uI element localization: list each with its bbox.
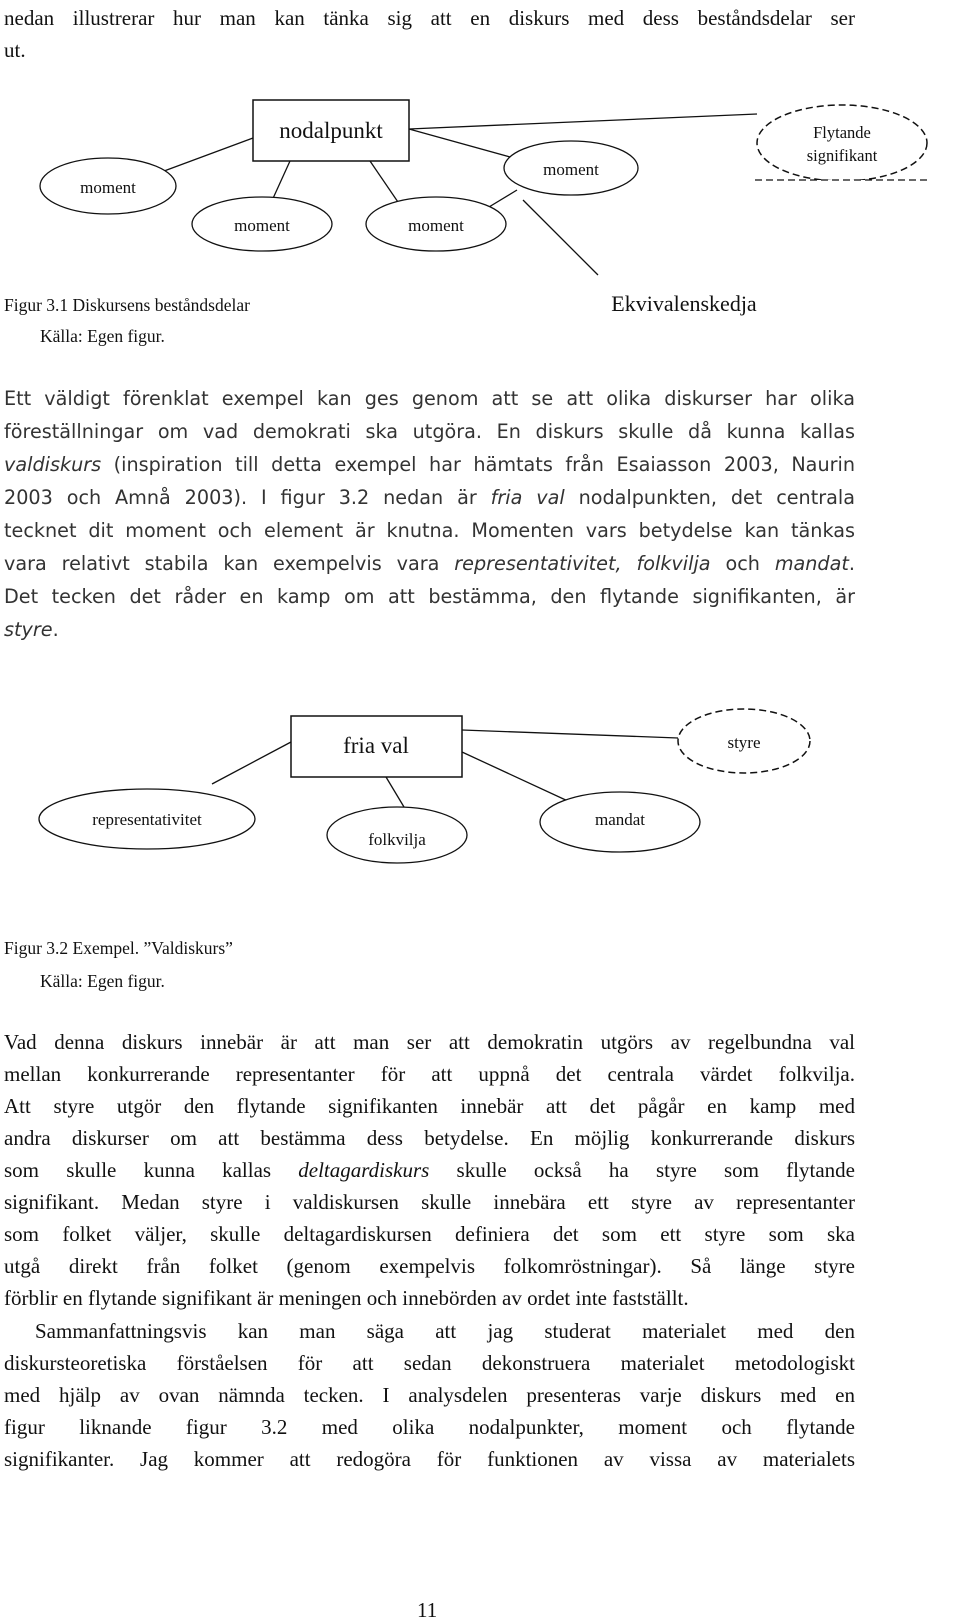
connector-line bbox=[409, 114, 757, 129]
moment-label: folkvilja bbox=[368, 830, 426, 849]
paragraph-line: Vad denna diskurs innebär är att man ser att demokratin utgörs av regelbundna val bbox=[4, 1030, 855, 1054]
moment-label: representativitet bbox=[92, 810, 202, 829]
figure-3-2-source: Källa: Egen figur. bbox=[40, 971, 165, 991]
moment-label: moment bbox=[408, 216, 464, 235]
paragraph-line: Ett väldigt förenklat exempel kan ges genom att se att olika diskurser har olika bbox=[4, 387, 855, 410]
paragraph-line: 2003 och Amnå 2003). I figur 3.2 nedan är fria val nodalpunkten, det centrala bbox=[4, 486, 855, 509]
floating-signifier-label: signifikant bbox=[806, 146, 878, 165]
figure-3-2-diagram bbox=[0, 700, 960, 870]
connector-line bbox=[523, 200, 598, 275]
paragraph-line: Att styre utgör den flytande signifikanten innebär att det pågår en kamp med bbox=[4, 1094, 855, 1118]
moment-label: moment bbox=[80, 178, 136, 197]
floating-signifier-label: Flytande bbox=[813, 123, 871, 142]
paragraph-line: med hjälp av ovan nämnda tecken. I analysdelen presenteras varje diskurs med en bbox=[4, 1383, 855, 1407]
paragraph-line: andra diskurser om att bestämma dess betydelse. En möjlig konkurrerande diskurs bbox=[4, 1126, 855, 1150]
figure-3-2-caption: Figur 3.2 Exempel. ”Valdiskurs” bbox=[4, 938, 233, 958]
paragraph-line: signifikant. Medan styre i valdiskursen skulle innebära ett styre av representanter bbox=[4, 1190, 855, 1214]
paragraph-line: Det tecken det råder en kamp om att bestämma, den flytande signifikanten, är bbox=[4, 585, 855, 608]
page-number: 11 bbox=[417, 1598, 438, 1622]
intro-line-1: nedan illustrerar hur man kan tänka sig att en diskurs med dess beståndsdelar ser bbox=[4, 6, 855, 30]
paragraph-line: diskursteoretiska förståelsen för att sedan dekonstruera materialet metodologiskt bbox=[4, 1351, 855, 1375]
connector-line bbox=[409, 129, 510, 157]
paragraph-line: tecknet dit moment och element är knutna. Momenten vars betydelse kan tänkas bbox=[4, 519, 855, 542]
floating-signifier-label: styre bbox=[727, 733, 761, 752]
intro-line-2: ut. bbox=[4, 38, 26, 62]
figure-3-1-source: Källa: Egen figur. bbox=[40, 326, 165, 346]
nodal-point-label: nodalpunkt bbox=[279, 118, 383, 143]
connector-line bbox=[462, 752, 570, 802]
paragraph-line: förblir en flytande signifikant är meningen och innebörden av ordet inte fastställt. bbox=[4, 1286, 689, 1310]
paragraph-line: signifikanter. Jag kommer att redogöra för funktionen av vissa av materialets bbox=[4, 1447, 855, 1471]
paragraph-line: Sammanfattningsvis kan man säga att jag studerat materialet med den bbox=[35, 1319, 855, 1343]
paragraph-line: figur liknande figur 3.2 med olika nodalpunkter, moment och flytande bbox=[4, 1415, 855, 1439]
paragraph-line: valdiskurs (inspiration till detta exempel har hämtats från Esaiasson 2003, Naurin bbox=[4, 453, 855, 476]
equivalence-chain-label: Ekvivalenskedja bbox=[611, 291, 757, 316]
paragraph-line: föreställningar om vad demokrati ska utgöra. En diskurs skulle då kunna kallas bbox=[4, 420, 855, 443]
connector-line bbox=[462, 730, 678, 738]
paragraph-line: mellan konkurrerande representanter för att uppnå det centrala värdet folkvilja. bbox=[4, 1062, 855, 1086]
connector-line bbox=[370, 161, 400, 205]
paragraph-line: vara relativt stabila kan exempelvis vara representativitet, folkvilja och mandat. bbox=[4, 552, 855, 575]
figure-3-1-caption: Figur 3.1 Diskursens beståndsdelar bbox=[4, 295, 250, 315]
moment-label: moment bbox=[543, 160, 599, 179]
floating-signifier-oval bbox=[757, 105, 927, 181]
paragraph-line: styre. bbox=[4, 618, 59, 641]
paragraph-line: som folket väljer, skulle deltagardiskursen definiera det som ett styre som ska bbox=[4, 1222, 855, 1246]
connector-line bbox=[156, 138, 253, 174]
paragraph-line: som skulle kunna kallas deltagardiskurs skulle också ha styre som flytande bbox=[4, 1158, 855, 1182]
moment-label: mandat bbox=[594, 810, 646, 829]
nodal-point-label: fria val bbox=[343, 733, 409, 758]
paragraph-line: utgå direkt från folket (genom exempelvis folkomröstningar). Så länge styre bbox=[4, 1254, 855, 1278]
connector-line bbox=[212, 742, 291, 784]
figure-crop-mask bbox=[750, 180, 950, 210]
moment-label: moment bbox=[234, 216, 290, 235]
